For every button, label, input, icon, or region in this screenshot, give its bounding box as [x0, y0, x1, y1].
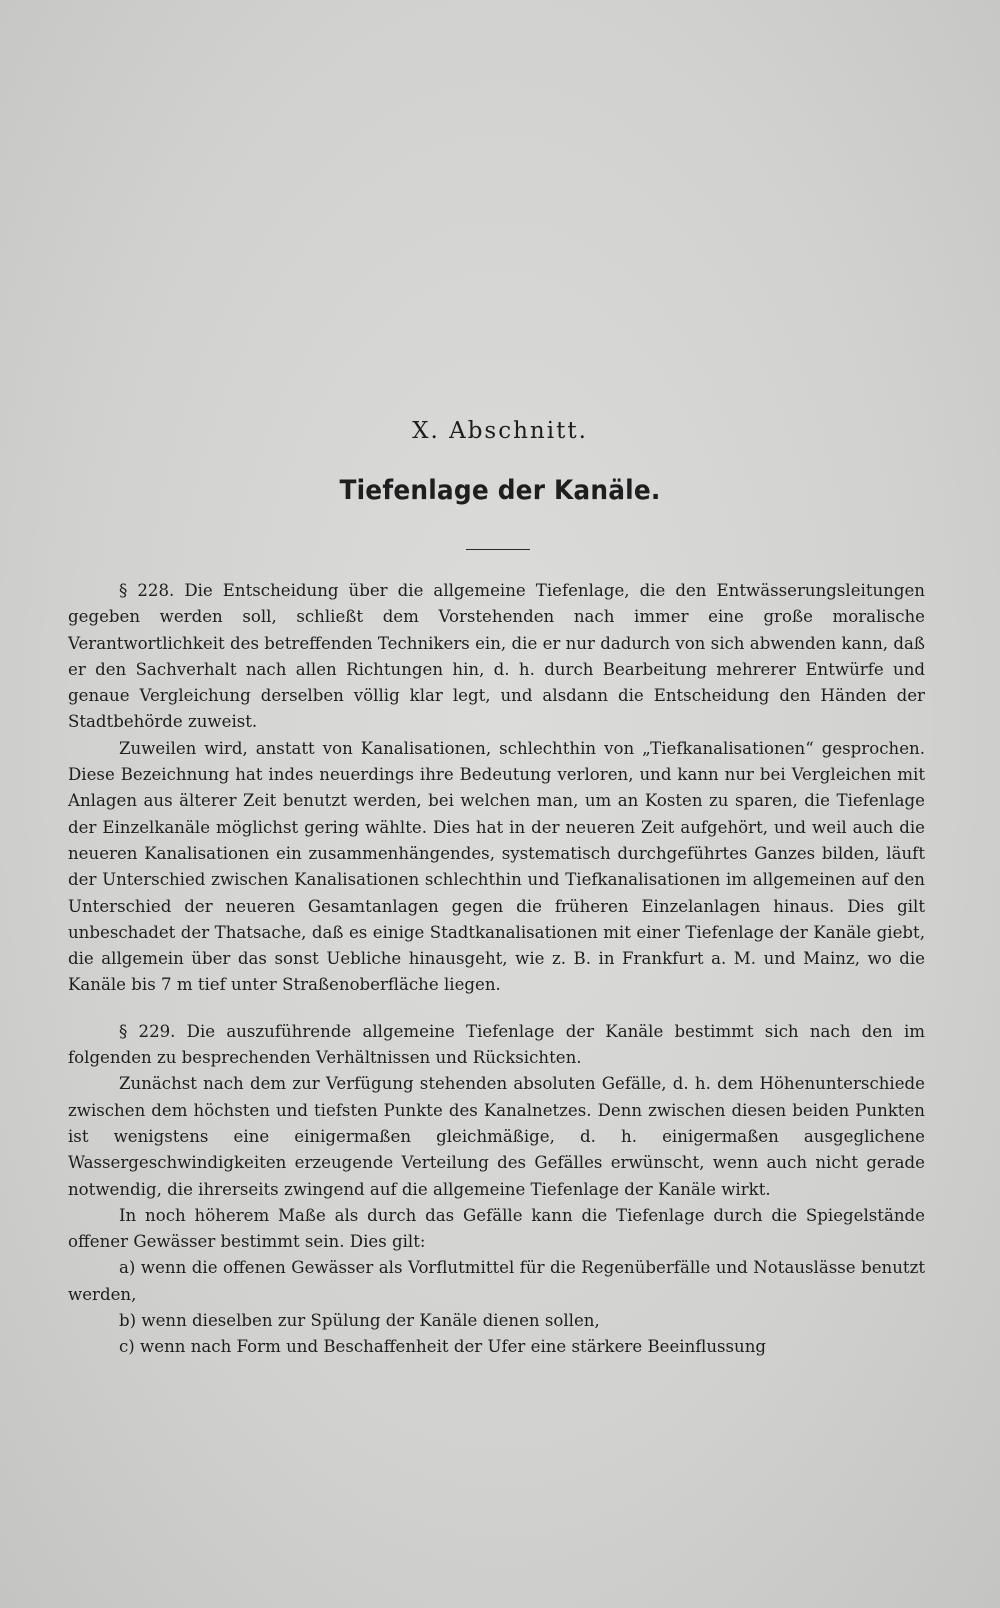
list-item-a: a) wenn die offenen Gewässer als Vorflutmittel für die Regenüberfälle und Notauslässe benutzt werden,	[68, 1258, 925, 1304]
paragraph-tiefkanalisationen: Zuweilen wird, anstatt von Kanalisationen, schlechthin von „Tiefkanalisationen“ gesprochen. Diese Bezeichnung hat indes neuerdings ihre Bedeutung verloren, und kann nur bei Vergleichen mit Anlagen aus älterer Zeit benutzt werden, bei welchen man, um an Kosten zu sparen, die Tiefenlage der Einzelkanäle möglichst gering wählte. Dies hat in der neueren Zeit aufgehört, und weil auch die neueren Kanalisationen ein zusammenhängendes, systematisch durchgeführtes Ganzes bilden, läuft der Unterschied zwischen Kanalisationen schlechthin und Tiefkanalisationen im allgemeinen auf den Unterschied der neueren Gesamtanlagen gegen die früheren Einzelanlagen hinaus. Dies gilt unbeschadet der Thatsache, daß es einige Stadtkanalisationen mit einer Tiefenlage der Kanäle giebt, die allgemein über das sonst Uebliche hinausgeht, wie z. B. in Frankfurt a. M. und Mainz, wo die Kanäle bis 7 m tief unter Straßenoberfläche liegen.	[68, 738, 925, 995]
paragraph-229: § 229. Die auszuführende allgemeine Tiefenlage der Kanäle bestimmt sich nach den im folgenden zu besprechenden Verhältnissen und Rücksichten.	[68, 1021, 925, 1068]
list-item-b: b) wenn dieselben zur Spülung der Kanäle dienen sollen,	[119, 1311, 600, 1331]
paragraph-gefaelle: Zunächst nach dem zur Verfügung stehenden absoluten Gefälle, d. h. dem Höhenunterschiede zwischen dem höchsten und tiefsten Punkte des Kanalnetzes. Denn zwischen diesen beiden Punkten ist wenigstens eine einigermaßen gleichmäßige, d. h. einigermaßen ausgeglichene Wassergeschwindigkeiten erzeugende Verteilung des Gefälles erwünscht, wenn auch nicht gerade notwendig, die ihrerseits zwingend auf die allgemeine Tiefenlage der Kanäle wirkt.	[68, 1074, 925, 1199]
chapter-title: Tiefenlage der Kanäle.	[339, 475, 661, 506]
list-item-c: c) wenn nach Form und Beschaffenheit der Ufer eine stärkere Beeinflussung	[119, 1337, 767, 1357]
body-text	[68, 578, 925, 1361]
paragraph-228: § 228. Die Entscheidung über die allgemeine Tiefenlage, die den Entwässerungsleitungen gegeben werden soll, schließt dem Vorstehenden nach immer eine große moralische Verantwortlichkeit des betreffenden Technikers ein, die er nur dadurch von sich abwenden kann, daß er den Sachverhalt nach allen Richtungen hin, d. h. durch Bearbeitung mehrerer Entwürfe und genaue Vergleichung derselben völlig klar legt, und alsdann die Entscheidung den Händen der Stadtbehörde zuweist.	[68, 581, 925, 732]
section-heading: X. Abschnitt.	[412, 418, 588, 444]
title-divider	[466, 549, 530, 550]
paragraph-spiegelstaende: In noch höherem Maße als durch das Gefälle kann die Tiefenlage durch die Spiegelstände offener Gewässer bestimmt sein. Dies gilt:	[68, 1205, 925, 1252]
